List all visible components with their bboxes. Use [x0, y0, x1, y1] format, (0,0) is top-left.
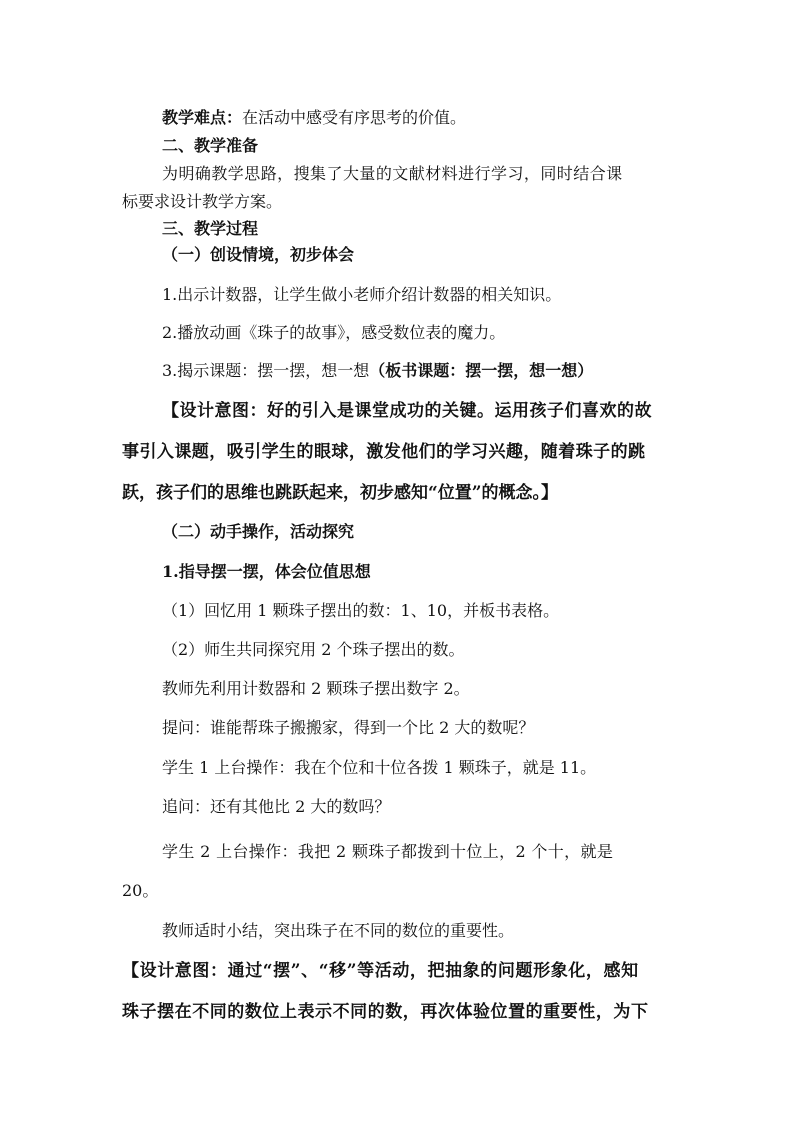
section-3-title: 三、教学过程 — [162, 219, 259, 238]
teacher-summary: 教师适时小结，突出珠子在不同的数位的重要性。 — [162, 921, 515, 940]
part-2-title: （二）动手操作，活动探究 — [162, 522, 355, 541]
teaching-difficulty — [162, 107, 466, 129]
design-intent-2-line-2: 珠子摆在不同的数位上表示不同的数，再次体验位置的重要性，为下 — [122, 1002, 649, 1022]
step-3-board-note: （板书课题：摆一摆，想一想） — [369, 361, 594, 380]
section-2-title: 二、教学准备 — [162, 136, 259, 155]
step-1: 1.出示计数器，让学生做小老师介绍计数器的相关知识。 — [162, 285, 562, 304]
step-2: 2.播放动画《珠子的故事》，感受数位表的魔力。 — [162, 323, 506, 342]
difficulty-text: 在活动中感受有序思考的价值。 — [242, 108, 467, 127]
teacher-demo: 教师先利用计数器和 2 颗珠子摆出数字 2。 — [162, 679, 470, 698]
section-2-paragraph-line-2: 标要求设计教学方案。 — [122, 192, 283, 211]
step-3-text: 3.揭示课题：摆一摆，想一想 — [162, 361, 370, 380]
question-1: 提问：谁能帮珠子搬搬家，得到一个比 2 大的数呢？ — [162, 718, 535, 737]
student-2-operation-line-2: 20。 — [122, 881, 159, 900]
section-2-paragraph-line-1: 为明确教学思路，搜集了大量的文献材料进行学习，同时结合课 — [162, 164, 623, 183]
question-2: 追问：还有其他比 2 大的数吗？ — [162, 797, 391, 816]
design-intent-2-line-1: 【设计意图：通过“摆”、“移”等活动，把抽象的问题形象化，感知 — [122, 961, 639, 981]
design-intent-1-line-3: 跃，孩子们的思维也跳跃起来，初步感知“位置”的概念。】 — [122, 483, 559, 503]
part-1-title: （一）创设情境，初步体会 — [162, 245, 355, 264]
step-3 — [162, 360, 593, 382]
guide-1-title: 1.指导摆一摆，体会位值思想 — [162, 562, 371, 581]
student-2-operation-line-1: 学生 2 上台操作：我把 2 颗珠子都拨到十位上，2 个十，就是 — [162, 842, 614, 861]
difficulty-label: 教学难点： — [162, 108, 243, 127]
design-intent-1-line-2: 事引入课题，吸引学生的眼球，激发他们的学习兴趣，随着珠子的跳 — [122, 442, 646, 462]
design-intent-1-line-1: 【设计意图：好的引入是课堂成功的关键。运用孩子们喜欢的故 — [162, 401, 652, 421]
student-1-operation: 学生 1 上台操作：我在个位和十位各拨 1 颗珠子，就是 11。 — [162, 758, 597, 777]
sub-step-1: （1）回忆用 1 颗珠子摆出的数：1、10，并板书表格。 — [162, 601, 560, 620]
sub-step-2: （2）师生共同探究用 2 个珠子摆出的数。 — [162, 640, 465, 659]
